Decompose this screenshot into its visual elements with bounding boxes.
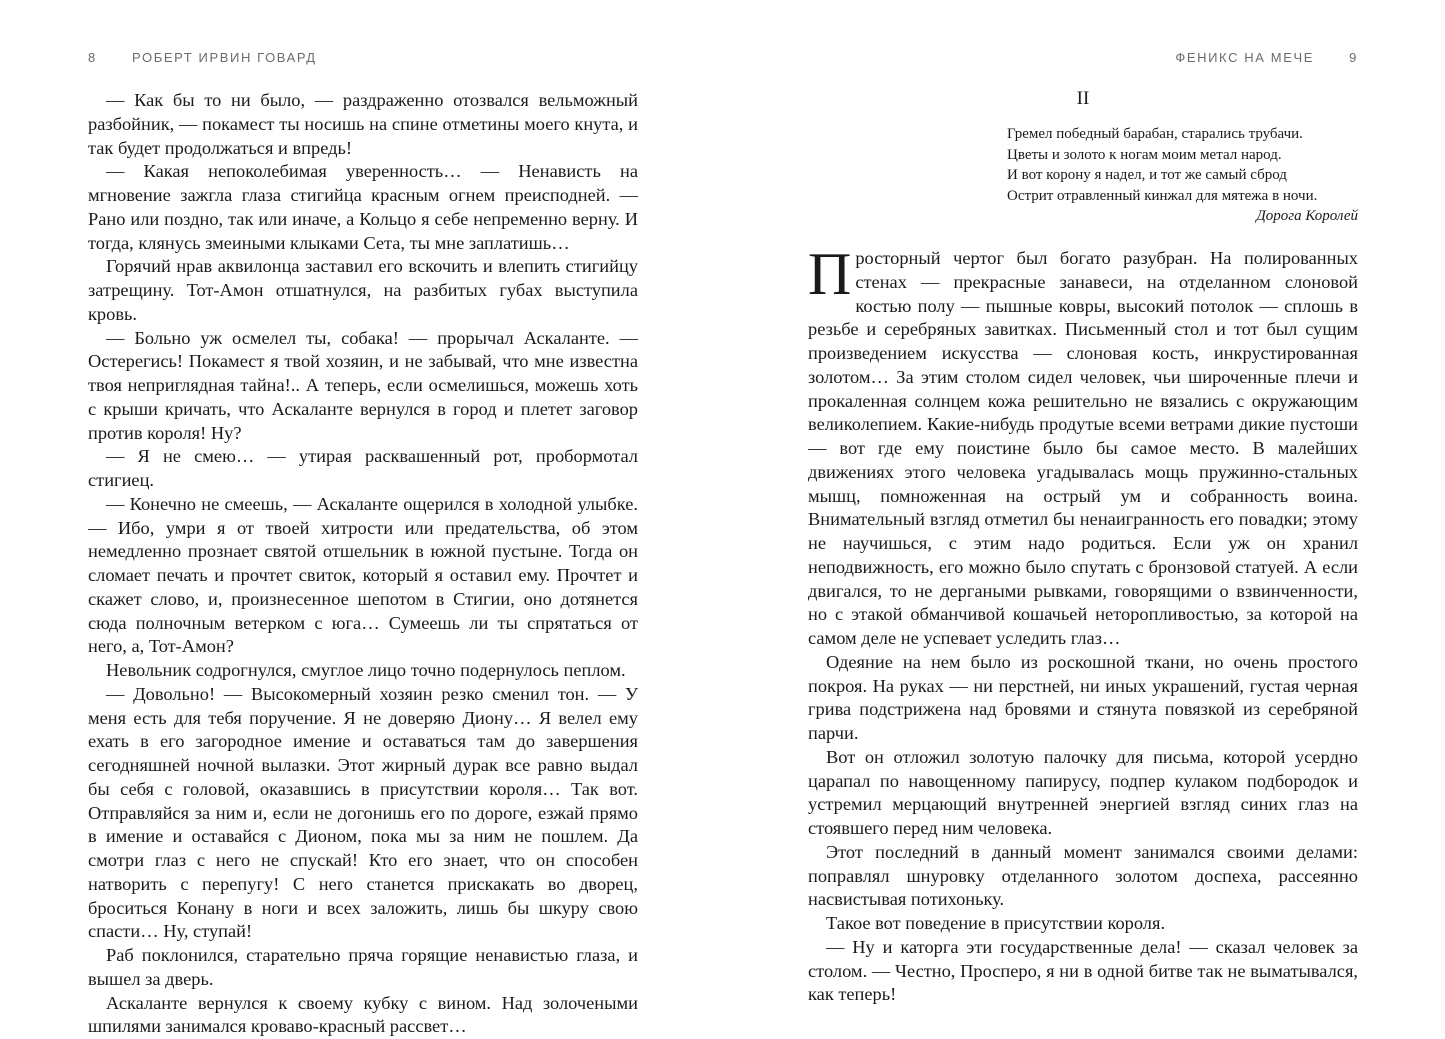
epigraph-line: Острит отравленный кинжал для мятежа в ночи.: [1007, 186, 1358, 207]
paragraph: Аскаланте вернулся к своему кубку с вином. Над золочеными шпилями занимался кроваво-красный рассвет…: [88, 992, 638, 1039]
drop-cap: П: [808, 247, 851, 299]
paragraph: — Я не смею… — утирая расквашенный рот, пробормотал стигиец.: [88, 445, 638, 493]
epigraph-line: И вот корону я надел, и тот же самый сброд: [1007, 165, 1358, 186]
paragraph: — Конечно не смеешь, — Аскаланте ощерился в холодной улыбке. — Ибо, умри я от твоей хитрости или предательства, об этом немедленно прознает святой отшельник в южной пустыне. Тогда он сломает печать и прочтет свиток, который я оставил ему. Прочтет и скажет слово, и, произнесенное шепотом в Стигии, оно дотянется сюда полночным ветерком с юга… Сумеешь ли ты спрятаться от него, а, Тот-Амон?: [88, 493, 638, 659]
paragraph: — Больно уж осмелел ты, собака! — прорычал Аскаланте. — Остерегись! Покамест я твой хозяин, и не забывай, что мне известна твоя неприглядная тайна!.. А теперь, если осмелишься, можешь хоть с крыши кричать, что Аскаланте вернулся в город и плетет заговор против короля! Ну?: [88, 327, 638, 446]
paragraph: — Как бы то ни было, — раздраженно отозвался вельможный разбойник, — покамест ты носишь на спине отметины моего кнута, и так будет продолжаться и впредь!: [88, 89, 638, 160]
paragraph: Этот последний в данный момент занимался своими делами: поправлял шнуровку отделанного золотом доспеха, рассеянно насвистывая потихоньку.: [808, 841, 1358, 912]
right-page: [808, 0, 1358, 1033]
epigraph: [1007, 124, 1358, 227]
epigraph-line: Цветы и золото к ногам моим метал народ.: [1007, 145, 1358, 166]
paragraph: — Какая непоколебимая уверенность… — Ненависть на мгновение зажгла глаза стигийца красным огнем преисподней. — Рано или поздно, так или иначе, а Кольцо я себе непременно верну. И тогда, клянусь змеиными клыками Сета, ты мне заплатишь…: [88, 160, 638, 255]
paragraph: Вот он отложил золотую палочку для письма, которой усердно царапал по навощенному папирусу, подпер кулаком подбородок и устремил мерцающий внутренней энергией взгляд синих глаз на стоявшего перед ним человека.: [808, 746, 1358, 841]
right-page-text: [808, 247, 1358, 1007]
running-head-book-title: ФЕНИКС НА МЕЧЕ: [1175, 50, 1314, 65]
paragraph: Такое вот поведение в присутствии короля.: [808, 912, 1358, 936]
paragraph: Невольник содрогнулся, смуглое лицо точно подернулось пеплом.: [88, 659, 638, 683]
running-head-left: [88, 50, 638, 70]
paragraph: Одеяние на нем было из роскошной ткани, но очень простого покроя. На руках — ни перстней, ни иных украшений, густая черная грива подстрижена над бровями и стянута повязкой из серебряной парчи.: [808, 651, 1358, 746]
paragraph: Горячий нрав аквилонца заставил его вскочить и влепить стигийцу затрещину. Тот-Амон отшатнулся, на разбитых губах выступила кровь.: [88, 255, 638, 326]
page-number: 9: [1349, 50, 1358, 65]
opening-paragraph: [808, 247, 1358, 651]
left-page-text: [88, 89, 638, 1039]
running-head-right: [808, 50, 1358, 70]
page-number: 8: [88, 50, 97, 65]
epigraph-line: Гремел победный барабан, старались трубачи.: [1007, 124, 1358, 145]
paragraph: — Довольно! — Высокомерный хозяин резко сменил тон. — У меня есть для тебя поручение. Я не доверяю Диону… Я велел ему ехать в его загородное имение и оставаться там до завершения сегодняшней ночной вылазки. Этот жирный дурак все равно выдал бы себя с головой, оказавшись в присутствии короля… Так вот. Отправляйся за ним и, если не догонишь его по дороге, езжай прямо в имение и оставайся с Дионом, пока мы за ним не пошлем. Да смотри глаз с него не спускай! Кто его знает, что он способен натворить с перепугу! С него станется прискакать во дворец, броситься Конану в ноги и всех заложить, лишь бы шкуру свою спасти… Ну, ступай!: [88, 683, 638, 944]
running-head-author: РОБЕРТ ИРВИН ГОВАРД: [132, 50, 317, 65]
epigraph-source: Дорога Королей: [1007, 206, 1358, 227]
opening-paragraph-text: росторный чертог был богато разубран. На полированных стенах — прекрасные занавеси, на отделанном слоновой костью полу — пышные ковры, высокий потолок — сплошь в резьбе и серебряных завитках. Письменный стол и тот был сущим произведением искусства — слоновая кость, инкрустированная золотом… За этим столом сидел человек, чьи широченные плечи и прокаленная солнцем кожа решительно не вязались с окружающим великолепием. Какие-нибудь продутые всеми ветрами дикие пустоши — вот где ему поистине было бы самое место. В малейших движениях этого человека угадывалась мощь пружинно-стальных мышц, помноженная на острый ум и собранность воина. Внимательный взгляд отметил бы ненаигранность его повадки; этому не научишься, с этим надо родиться. Если уж он хранил неподвижность, его можно было спутать с бронзовой статуей. А если двигался, то не дергаными рывками, говорящими о взвинченности, но с этакой обманчивой кошачьей неторопливостью, за которой на самом деле не успевает уследить глаз…: [808, 248, 1358, 648]
chapter-number: II: [808, 88, 1358, 110]
paragraph: Раб поклонился, старательно пряча горящие ненавистью глаза, и вышел за дверь.: [88, 944, 638, 992]
left-page: [88, 0, 638, 1033]
paragraph: — Ну и каторга эти государственные дела! — сказал человек за столом. — Честно, Просперо, я ни в одной битве так не выматывался, как теперь!: [808, 936, 1358, 1007]
